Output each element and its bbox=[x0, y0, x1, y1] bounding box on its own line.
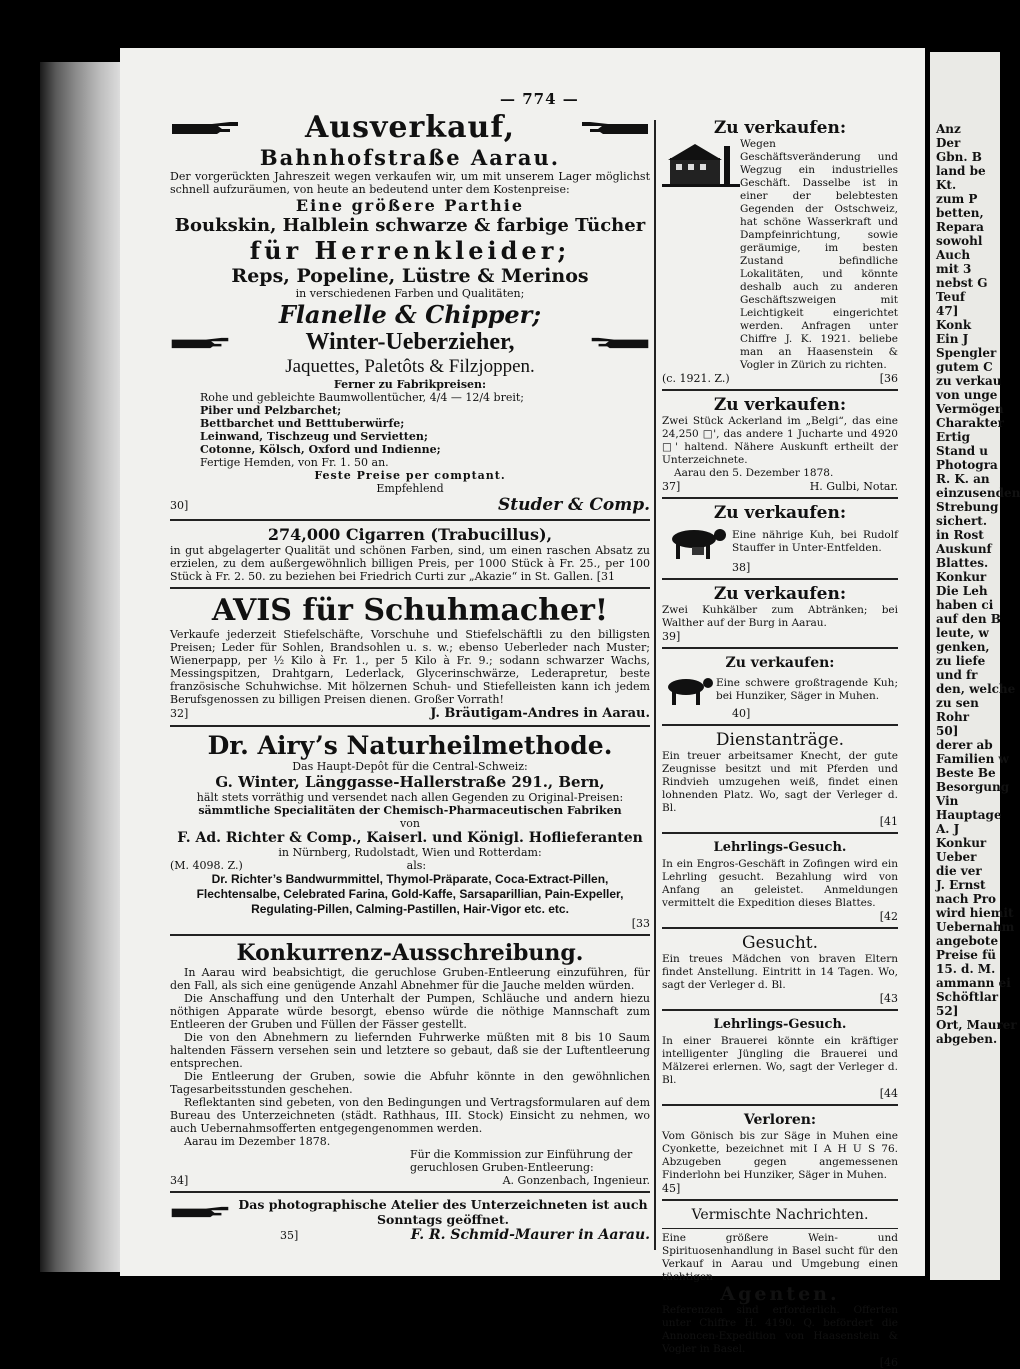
ausverkauf-line: Leinwand, Tischzeug und Servietten; bbox=[200, 430, 428, 443]
facing-page-fragment-line: Vermögen bbox=[936, 402, 1004, 416]
ad-dienstantraege bbox=[662, 730, 898, 828]
facing-page-fragment-line: auf den B bbox=[936, 612, 1001, 626]
divider bbox=[170, 519, 650, 521]
ad-photo bbox=[170, 1197, 650, 1243]
ad-number: 35] bbox=[280, 1228, 299, 1242]
facing-page-fragment-line: zum P bbox=[936, 192, 978, 206]
ausverkauf-signature: Studer & Comp. bbox=[498, 495, 650, 515]
pointing-hand-icon bbox=[170, 118, 240, 138]
facing-page-fragment-line: Ort, Maurer bbox=[936, 1018, 1017, 1032]
konkurrenz-sign: Für die Kommission zur Einführung der geruchlosen Gruben-Entleerung: bbox=[410, 1148, 633, 1174]
ad-number: 45] bbox=[662, 1182, 681, 1195]
cow-icon bbox=[662, 673, 716, 707]
konkurrenz-paragraph: Die von den Abnehmern zu liefernden Fuhrwerke müßten mit 8 bis 10 Saum haltenden Fässern versehen sein und letztere so gebaut, daß sie der Luftentleerung entsprechen. bbox=[170, 1031, 650, 1070]
facing-page-fragment-line: Schöftlar bbox=[936, 990, 999, 1004]
ad-ausverkauf bbox=[170, 110, 650, 515]
facing-page-fragment-line: Charakter bbox=[936, 416, 1004, 430]
ausverkauf-title: Ausverkauf, bbox=[304, 110, 516, 145]
ausverkauf-line: Empfehlend bbox=[376, 482, 444, 495]
ad-text: In einer Brauerei könnte ein kräftiger intelligenter Jüngling die Brauerei und Mälzerei erlernen. Wo, sagt der Verleger d. Bl. bbox=[662, 1035, 898, 1086]
airy-line: hält stets vorräthig und versendet nach allen Gegenden zu Original-Preisen: bbox=[196, 791, 624, 804]
ad-number: 32] bbox=[170, 707, 189, 720]
ad-avis bbox=[170, 593, 650, 721]
konkurrenz-date: Aarau im Dezember 1878. bbox=[184, 1135, 331, 1148]
facing-page-fragment-line: Die Leh bbox=[936, 584, 988, 598]
facing-page-fragment-line: Repara bbox=[936, 220, 984, 234]
divider bbox=[662, 1199, 898, 1201]
facing-page-fragment-line: nach Pro bbox=[936, 892, 997, 906]
airy-products: Dr. Richter’s Bandwurmmittel, Thymol-Präparate, Coca-Extract-Pillen, Flechtensalbe, Celebrated Farina, Gold-Kaffe, Sarsaparillian, Pain-Expeller, Regulating-Pillen, Calming-Pastillen, Hair-Vigor etc. etc. bbox=[196, 872, 624, 916]
divider bbox=[662, 497, 898, 499]
ad-lehrlings-gesuch-42 bbox=[662, 838, 898, 923]
facing-page-fragment-line: Rohr bbox=[936, 710, 970, 724]
ad-heading: Lehrlings-Gesuch. bbox=[713, 1017, 847, 1032]
facing-page-fragment-line: land be bbox=[936, 164, 986, 178]
divider bbox=[170, 725, 650, 727]
facing-page-fragment-line: Vin bbox=[936, 794, 959, 808]
ad-text: Zwei Stück Ackerland im „Belgi“, das eine 24,250 □', das andere 1 Jucharte und 4920 □' haltend. Nähere Auskunft ertheilt der Unterzeichnete. bbox=[662, 415, 898, 466]
facing-page-text bbox=[930, 52, 1020, 1046]
ad-number: 37] bbox=[662, 480, 681, 493]
divider bbox=[170, 934, 650, 936]
facing-page-fragment-line: einzusenden bbox=[936, 486, 1020, 500]
ausverkauf-line: Feste Preise per comptant. bbox=[314, 469, 506, 482]
photo-signature: F. R. Schmid-Maurer in Aarau. bbox=[410, 1227, 650, 1243]
ad-vermischte-nachrichten bbox=[662, 1205, 898, 1369]
divider bbox=[662, 927, 898, 929]
facing-page-fragment-line: sichert. bbox=[936, 514, 988, 528]
ad-zu-verkaufen-37 bbox=[662, 395, 898, 493]
ad-cigarren bbox=[170, 525, 650, 583]
facing-page-fragment-line: J. Ernst bbox=[936, 878, 986, 892]
konkurrenz-paragraph: Reflektanten sind gebeten, von den Bedingungen und Vertragsformularen auf dem Bureau des Unterzeichneten (städt. Rathhaus, III. Stock) Einsicht zu nehmen, wo auch Uebernahmsofferten entgegengenommen werden. bbox=[170, 1096, 650, 1135]
ad-heading: Zu verkaufen: bbox=[713, 503, 847, 523]
ad-number: [44 bbox=[879, 1087, 898, 1100]
facing-page-fragment-line: Auch bbox=[936, 248, 971, 262]
airy-line: von bbox=[400, 817, 420, 830]
ad-number: 38] bbox=[732, 561, 751, 574]
ad-number: 30] bbox=[170, 498, 189, 512]
ad-number: [36 bbox=[879, 372, 898, 385]
avis-text: Verkaufe jederzeit Stiefelschäfte, Vorschuhe und Stiefelschäftli zu den billigsten Preisen; Leder für Sohlen, Brandsohlen u. s. w.; ebenso Ueberleder nach Muster; Wienerpapp, per ½ Kilo à Fr. 1., per 5 Kilo à Fr. 9.; sodann schwarzer Wachs, Messingspitzen, Drahtgarn, Lederlack, Glycerinschwärze, Lederapretur, beste französische Schuhwichse. Mit hölzernen Schuh- und Stiefelleisten kann ich jedem Berufsgenossen zu billigen Preisen dienen. Großer Vorrath! bbox=[170, 628, 650, 706]
ad-text: Eine größere Wein- und Spirituosenhandlung in Basel sucht für den Verkauf in Aarau und Umgebung einen tüchtigen bbox=[662, 1232, 898, 1283]
ausverkauf-line: Piber und Pelzbarchet; bbox=[200, 404, 342, 417]
ausverkauf-line: Winter-Ueberzieher, bbox=[305, 329, 515, 355]
divider bbox=[662, 1228, 898, 1229]
ausverkauf-line: Flanelle & Chipper; bbox=[278, 300, 542, 329]
ad-heading: Agenten. bbox=[720, 1283, 840, 1305]
ausverkauf-line: Cotonne, Kölsch, Oxford und Indienne; bbox=[200, 443, 441, 456]
ausverkauf-line: in verschiedenen Farben und Qualitäten; bbox=[295, 287, 525, 300]
facing-page-fragment-line: Ein J bbox=[936, 332, 969, 346]
divider bbox=[662, 647, 898, 649]
ausverkauf-line: für Herrenkleider; bbox=[249, 236, 571, 265]
ad-text: Ein treues Mädchen von braven Eltern findet Anstellung. Eintritt in 14 Tagen. Wo, sagt der Verleger d. Bl. bbox=[662, 953, 898, 991]
ad-number: 40] bbox=[732, 707, 751, 720]
avis-title: AVIS für Schuhmacher! bbox=[211, 593, 609, 628]
ad-konkurrenz bbox=[170, 940, 650, 1187]
ausverkauf-line: Fertige Hemden, von Fr. 1. 50 an. bbox=[200, 456, 389, 469]
facing-page-fragment-line: den, welche bbox=[936, 682, 1016, 696]
ad-text: Eine schwere großtragende Kuh; bei Hunziker, Säger in Muhen. bbox=[716, 677, 898, 702]
divider bbox=[662, 1009, 898, 1011]
facing-page-fragment-line: Kt. bbox=[936, 178, 957, 192]
divider bbox=[662, 389, 898, 391]
airy-line: Das Haupt-Depôt für die Central-Schweiz: bbox=[292, 760, 528, 773]
facing-page-fragment-line: zu liefe bbox=[936, 654, 986, 668]
airy-line: sämmtliche Specialitäten der Chemisch-Pharmaceutischen Fabriken bbox=[198, 804, 622, 817]
divider bbox=[662, 724, 898, 726]
facing-page-fragment-line: Photogra bbox=[936, 458, 998, 472]
facing-page-fragment-line: die ver bbox=[936, 864, 982, 878]
ad-gesucht bbox=[662, 933, 898, 1005]
facing-page-fragment-line: derer ab bbox=[936, 738, 993, 752]
facing-page-fragment-line: 50] bbox=[936, 724, 959, 738]
photo-text: Das photographische Atelier des Unterzeichneten ist auch Sonntags geöffnet. bbox=[238, 1197, 648, 1227]
ad-number: [33 bbox=[631, 917, 650, 930]
ad-heading: Gesucht. bbox=[741, 933, 819, 953]
facing-page-fragment-line: haben ci bbox=[936, 598, 994, 612]
facing-page-fragment-line: A. J bbox=[936, 822, 960, 836]
ad-heading: Zu verkaufen: bbox=[713, 118, 847, 138]
ad-heading: Zu verkaufen: bbox=[713, 584, 847, 604]
facing-page-fragment-line: Teuf bbox=[936, 290, 966, 304]
ad-text: Wegen Geschäftsveränderung und Wegzug ein industrielles Geschäft. Dasselbe ist in einer der belebtesten Gegenden der Ostschweiz, hat schöne Wasserkraft und Dampfeinrichtung, sowie geräumige, im besten Zustand befindliche Lokalitäten, und könnte deshalb auch zu anderen Geschäftszweigen mit Leichtigkeit eingerichtet werden. Anfragen unter Chiffre J. K. 1921. beliebe man an Haasenstein & Vogler in Zürich zu richten. bbox=[740, 138, 898, 371]
ad-zu-verkaufen-38 bbox=[662, 503, 898, 574]
ad-text: Eine nährige Kuh, bei Rudolf Stauffer in Unter-Entfelden. bbox=[732, 529, 898, 554]
facing-page-fragment-line: Konkur bbox=[936, 836, 987, 850]
facing-page-fragment bbox=[930, 52, 1020, 1280]
facing-page-fragment-line: R. K. an bbox=[936, 472, 990, 486]
facing-page-fragment-line: wird hiemit bbox=[936, 906, 1014, 920]
ad-heading: Verloren: bbox=[743, 1112, 817, 1128]
facing-page-fragment-line: 47] bbox=[936, 304, 959, 318]
facing-page-fragment-line: 52] bbox=[936, 1004, 959, 1018]
ausverkauf-line: Bettbarchet und Betttuberwürfe; bbox=[200, 417, 405, 430]
pointing-hand-icon bbox=[170, 333, 230, 353]
ausverkauf-line: Rohe und gebleichte Baumwollentücher, 4/4 — 12/4 breit; bbox=[200, 391, 524, 404]
facing-page-fragment-line: in Rost bbox=[936, 528, 984, 542]
airy-title: Dr. Airy’s Naturheilmethode. bbox=[207, 731, 613, 760]
facing-page-fragment-line: Strebung bbox=[936, 500, 999, 514]
facing-page-fragment-line: Konk bbox=[936, 318, 972, 332]
facing-page-fragment-line: gutem C bbox=[936, 360, 993, 374]
ad-zu-verkaufen-40 bbox=[662, 653, 898, 720]
facing-page-fragment-line: Familien w bbox=[936, 752, 1009, 766]
ausverkauf-intro: Der vorgerückten Jahreszeit wegen verkaufen wir, um mit unserem Lager möglichst schnell aufzuräumen, von heute an bedeutend unter dem Kostenpreise: bbox=[170, 170, 650, 196]
facing-page-fragment-line: angebote bbox=[936, 934, 999, 948]
facing-page-fragment-line: Besorgung bbox=[936, 780, 1010, 794]
avis-signature: J. Bräutigam-Andres in Aarau. bbox=[430, 706, 650, 721]
facing-page-fragment-line: Beste Be bbox=[936, 766, 996, 780]
ad-number: 39] bbox=[662, 630, 681, 643]
factory-icon bbox=[662, 138, 740, 188]
facing-page-fragment-line: Anz bbox=[936, 122, 961, 136]
ad-text: In ein Engros-Geschäft in Zofingen wird ein Lehrling gesucht. Bezahlung wird von Anfang an geleistet. Anmeldungen vermittelt die Expedition dieses Blattes. bbox=[662, 858, 898, 909]
ad-zu-verkaufen-36 bbox=[662, 118, 898, 385]
ausverkauf-line: Reps, Popeline, Lüstre & Merinos bbox=[231, 265, 589, 287]
facing-page-fragment-line: mit 3 bbox=[936, 262, 972, 276]
ad-heading: Lehrlings-Gesuch. bbox=[713, 840, 847, 855]
facing-page-fragment-line: ammann ei bbox=[936, 976, 1011, 990]
facing-page-fragment-line: betten, bbox=[936, 206, 984, 220]
ad-number: [43 bbox=[879, 992, 898, 1005]
ad-heading: Dienstanträge. bbox=[715, 730, 845, 750]
ad-text: Vom Gönisch bis zur Säge in Muhen eine Cyonkette, bezeichnet mit I A H U S 76. Abzugeben gegen angemessenen Finderlohn bei Hunziker, Säger in Muhen. bbox=[662, 1130, 898, 1181]
ad-heading: Vermischte Nachrichten. bbox=[691, 1207, 869, 1223]
facing-page-fragment-line: genken, bbox=[936, 640, 990, 654]
ausverkauf-line: Boukskin, Halblein schwarze & farbige Tücher bbox=[174, 215, 646, 236]
facing-page-fragment-line: 15. d. M. bbox=[936, 962, 996, 976]
facing-page-fragment-line: Stand u bbox=[936, 444, 989, 458]
ausverkauf-line: Eine größere Parthie bbox=[295, 196, 525, 215]
divider bbox=[662, 1104, 898, 1106]
middle-column bbox=[662, 118, 898, 1369]
facing-page-fragment-line: sowohl bbox=[936, 234, 983, 248]
facing-page-fragment-line: zu verkau bbox=[936, 374, 1002, 388]
konkurrenz-paragraph: In Aarau wird beabsichtigt, die geruchlose Gruben-Entleerung einzuführen, für den Fall, als sich eine genügende Anzahl Abnehmer für die Jauche melden würden. bbox=[170, 966, 650, 992]
facing-page-fragment-line: Hauptage bbox=[936, 808, 1002, 822]
facing-page-fragment-line: leute, w bbox=[936, 626, 989, 640]
airy-line: in Nürnberg, Rudolstadt, Wien und Rotterdam: bbox=[278, 846, 542, 859]
facing-page-fragment-line: Uebernahm bbox=[936, 920, 1015, 934]
facing-page-fragment-line: von unge bbox=[936, 388, 998, 402]
ad-code: (c. 1921. Z.) bbox=[662, 372, 730, 385]
divider bbox=[662, 832, 898, 834]
column-divider bbox=[654, 120, 656, 1250]
ad-number: [42 bbox=[879, 910, 898, 923]
facing-page-fragment-line: Ertig bbox=[936, 430, 970, 444]
facing-page-fragment-line: nebst G bbox=[936, 276, 988, 290]
ad-zu-verkaufen-39 bbox=[662, 584, 898, 643]
airy-code: (M. 4098. Z.) bbox=[170, 859, 243, 872]
facing-page-fragment-line: Spengler bbox=[936, 346, 997, 360]
ad-number: [41 bbox=[879, 815, 898, 828]
ad-signature: H. Gulbi, Notar. bbox=[809, 480, 898, 493]
pointing-hand-icon bbox=[590, 333, 650, 353]
ad-number: 34] bbox=[170, 1174, 189, 1187]
pointing-hand-icon bbox=[580, 118, 650, 138]
konkurrenz-title: Konkurrenz-Ausschreibung. bbox=[236, 940, 584, 966]
facing-page-fragment-line: Blattes. bbox=[936, 556, 989, 570]
airy-line: als: bbox=[406, 859, 427, 872]
ad-text: Ein treuer arbeitsamer Knecht, der gute Zeugnisse besitzt und mit Pferden und Rindvieh umzugehen weiß, findet einen lohnenden Platz. Wo, sagt der Verleger d. Bl. bbox=[662, 750, 898, 814]
facing-page-fragment-line: zu sen bbox=[936, 696, 979, 710]
ad-text: Zwei Kuhkälber zum Abtränken; bei Walther auf der Burg in Aarau. bbox=[662, 604, 898, 629]
ad-airy bbox=[170, 731, 650, 930]
airy-line: G. Winter, Länggasse-Hallerstraße 291., Bern, bbox=[215, 773, 605, 791]
airy-line: F. Ad. Richter & Comp., Kaiserl. und Königl. Hoflieferanten bbox=[177, 830, 643, 846]
ad-heading: Zu verkaufen: bbox=[725, 655, 835, 671]
divider bbox=[662, 578, 898, 580]
facing-page-fragment-line: Konkur bbox=[936, 570, 987, 584]
page-number: — 774 — bbox=[500, 90, 579, 108]
cow-icon bbox=[662, 523, 732, 561]
ad-date: Aarau den 5. Dezember 1878. bbox=[674, 467, 834, 479]
konkurrenz-paragraph: Die Entleerung der Gruben, sowie die Abfuhr könnte in den gewöhnlichen Tagesarbeitsstunden geschehen. bbox=[170, 1070, 650, 1096]
ad-lehrlings-gesuch-44 bbox=[662, 1015, 898, 1100]
ad-text: Referenzen sind erforderlich. Offerten unter Chiffre H. 4190. Q. befördert die Annoncen-Expedition von Haasenstein & Vogler in Basel. bbox=[662, 1304, 898, 1355]
pointing-hand-icon bbox=[170, 1202, 230, 1222]
ad-verloren bbox=[662, 1110, 898, 1195]
facing-page-fragment-line: Auskunf bbox=[936, 542, 992, 556]
ausverkauf-subtitle: Bahnhofstraße Aarau. bbox=[259, 145, 561, 170]
facing-page-fragment-line: abgeben. bbox=[936, 1032, 998, 1046]
ausverkauf-line: Ferner zu Fabrikpreisen: bbox=[333, 378, 487, 391]
facing-page-fragment-line: Der bbox=[936, 136, 961, 150]
facing-page-fragment-line: Ueber bbox=[936, 850, 977, 864]
divider bbox=[170, 1191, 650, 1193]
divider bbox=[170, 587, 650, 589]
konkurrenz-paragraph: Die Anschaffung und den Unterhalt der Pumpen, Schläuche und andern hiezu nöthigen Apparate würde besorgt, ebenso würde die nöthige Mannschaft zum Entleeren der Gruben und Füllen der Fässer gestellt. bbox=[170, 992, 650, 1031]
cigarren-text: in gut abgelagerter Qualität und schönen Farben, sind, um einen raschen Absatz zu erzielen, zu dem außergewöhnlich billigen Preis, per 1000 Stück à Fr. 25., per 100 Stück à Fr. 2. 50. zu beziehen bei Friedrich Curti zur „Akazie“ in St. Gallen. [31 bbox=[170, 544, 650, 583]
facing-page-fragment-line: und fr bbox=[936, 668, 978, 682]
book-spine bbox=[40, 62, 120, 1272]
konkurrenz-engineer: A. Gonzenbach, Ingenieur. bbox=[502, 1174, 650, 1187]
cigarren-title: 274,000 Cigarren (Trabucillus), bbox=[267, 525, 553, 544]
ad-heading: Zu verkaufen: bbox=[713, 395, 847, 415]
facing-page-fragment-line: Gbn. B bbox=[936, 150, 982, 164]
facing-page-fragment-line: Preise fü bbox=[936, 948, 996, 962]
ausverkauf-line: Jaquettes, Paletôts & Filzjoppen. bbox=[285, 356, 535, 377]
left-column bbox=[170, 110, 650, 1250]
ad-number: [46 bbox=[879, 1356, 898, 1369]
